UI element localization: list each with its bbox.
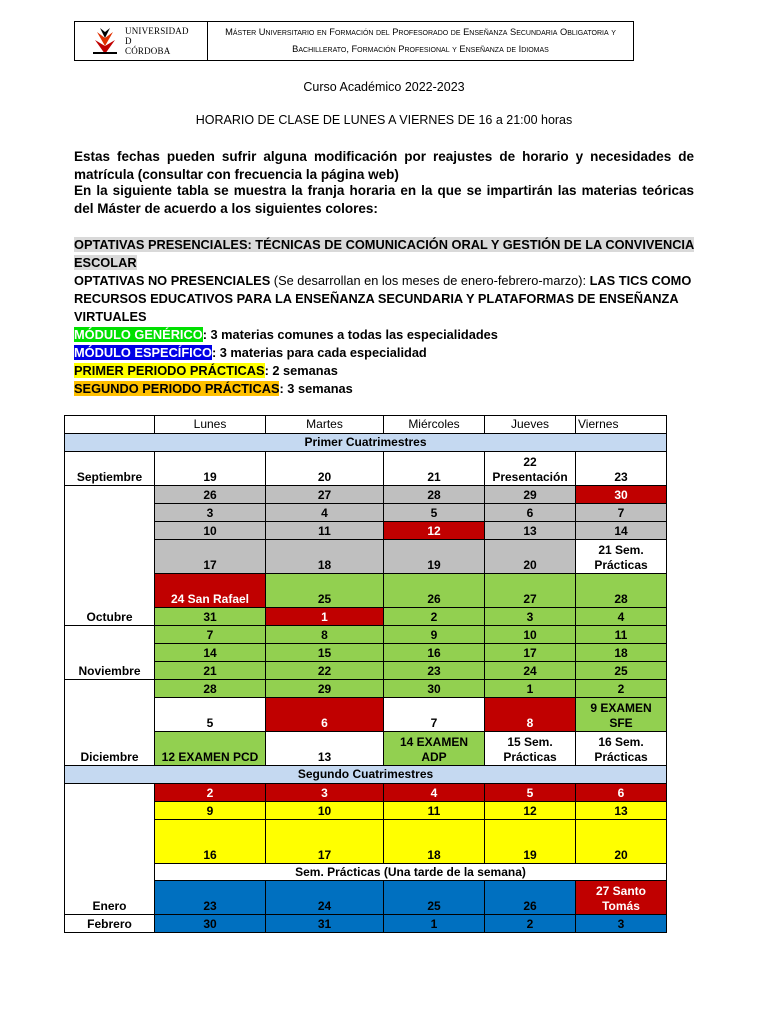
- day-cell: 11: [384, 802, 485, 820]
- table-row: [65, 540, 667, 574]
- day-cell: 30: [384, 680, 485, 698]
- day-cell: 13: [266, 732, 384, 766]
- day-cell: 30: [155, 915, 266, 933]
- day-cell: 4: [576, 608, 667, 626]
- table-row: [65, 915, 667, 933]
- table-row: [65, 784, 667, 802]
- day-cell: 24 San Rafael: [155, 574, 266, 608]
- table-row: [65, 680, 667, 698]
- day-cell: 24: [266, 881, 384, 915]
- table-row: [65, 452, 667, 486]
- table-row: [65, 864, 667, 881]
- table-row: [65, 802, 667, 820]
- day-cell: 8: [266, 626, 384, 644]
- day-cell: 9: [155, 802, 266, 820]
- day-cell: 23: [384, 662, 485, 680]
- master-title: Máster Universitario en Formación del Profesorado de Enseñanza Secundaria Obligatoria y Bachillerato, Formación Profesional y Enseñanza de Idiomas: [225, 27, 616, 54]
- day-cell: 6: [485, 504, 576, 522]
- month-label: Noviembre: [65, 626, 155, 680]
- day-cell: 29: [485, 486, 576, 504]
- month-label: Enero: [65, 784, 155, 915]
- semester-header: Segundo Cuatrimestres: [65, 766, 667, 784]
- day-cell: 7: [155, 626, 266, 644]
- day-cell: 19: [384, 540, 485, 574]
- day-cell: 29: [266, 680, 384, 698]
- day-cell: 25: [384, 881, 485, 915]
- table-row: [65, 504, 667, 522]
- day-cell: 27: [266, 486, 384, 504]
- legend-optativas-presenciales: OPTATIVAS PRESENCIALES: TÉCNICAS DE COMUNICACIÓN ORAL Y GESTIÓN DE LA CONVIVENCIA ESCOLAR: [74, 237, 695, 270]
- day-cell: 2: [384, 608, 485, 626]
- table-row: [65, 644, 667, 662]
- day-cell: 9 EXAMEN SFE: [576, 698, 667, 732]
- table-row: [65, 698, 667, 732]
- day-cell: 3: [576, 915, 667, 933]
- day-cell: 16: [384, 644, 485, 662]
- day-header: Martes: [266, 416, 384, 434]
- day-cell: 17: [485, 644, 576, 662]
- day-cell: 15 Sem. Prácticas: [485, 732, 576, 766]
- day-cell: 31: [266, 915, 384, 933]
- day-cell: 1: [266, 608, 384, 626]
- legend: [74, 236, 714, 398]
- day-cell: 9: [384, 626, 485, 644]
- month-label: Febrero: [65, 915, 155, 933]
- day-cell: 13: [576, 802, 667, 820]
- day-cell: 22 Presentación: [485, 452, 576, 486]
- day-cell: 6: [576, 784, 667, 802]
- day-cell: 17: [155, 540, 266, 574]
- intro-paragraph: En la siguiente tabla se muestra la franja horaria en la que se impartirán las materias teóricas del Máster de acuerdo a los siguientes colores:: [74, 183, 694, 216]
- day-cell: 19: [485, 820, 576, 864]
- day-cell: 28: [155, 680, 266, 698]
- day-cell: 27 Santo Tomás: [576, 881, 667, 915]
- schedule-table: [64, 415, 667, 933]
- document-header: [74, 21, 634, 61]
- table-row: [65, 522, 667, 540]
- day-cell: 3: [155, 504, 266, 522]
- day-cell: 28: [384, 486, 485, 504]
- day-cell: 18: [576, 644, 667, 662]
- day-cell: 1: [384, 915, 485, 933]
- day-header: Miércoles: [384, 416, 485, 434]
- table-header-row: [65, 416, 667, 434]
- day-cell: 26: [485, 881, 576, 915]
- day-cell: 7: [576, 504, 667, 522]
- day-cell: 4: [384, 784, 485, 802]
- day-cell: 6: [266, 698, 384, 732]
- day-cell: 20: [266, 452, 384, 486]
- day-cell: 5: [155, 698, 266, 732]
- day-cell: 13: [485, 522, 576, 540]
- table-row: [65, 820, 667, 864]
- legend-segundo-periodo: SEGUNDO PERIODO PRÁCTICAS: 3 semanas: [74, 381, 353, 396]
- sem-practicas-row: Sem. Prácticas (Una tarde de la semana): [155, 864, 667, 881]
- day-cell: 20: [485, 540, 576, 574]
- day-cell: 21: [384, 452, 485, 486]
- day-cell: 14: [155, 644, 266, 662]
- table-row: [65, 881, 667, 915]
- day-cell: 8: [485, 698, 576, 732]
- day-cell: 21 Sem. Prácticas: [576, 540, 667, 574]
- semester-header: Primer Cuatrimestres: [65, 434, 667, 452]
- day-cell: 24: [485, 662, 576, 680]
- day-header: Lunes: [155, 416, 266, 434]
- university-name: UNIVERSIDAD D CÓRDOBA: [125, 26, 189, 56]
- day-cell: 12: [485, 802, 576, 820]
- day-header: Jueves: [485, 416, 576, 434]
- day-cell: 10: [485, 626, 576, 644]
- legend-modulo-especifico: MÓDULO ESPECÍFICO: 3 materias para cada especialidad: [74, 345, 427, 360]
- day-cell: 16 Sem. Prácticas: [576, 732, 667, 766]
- day-cell: 5: [384, 504, 485, 522]
- day-cell: 23: [155, 881, 266, 915]
- day-cell: 14: [576, 522, 667, 540]
- day-cell: 2: [155, 784, 266, 802]
- day-cell: 2: [485, 915, 576, 933]
- day-cell: 16: [155, 820, 266, 864]
- day-cell: 11: [576, 626, 667, 644]
- day-cell: 30: [576, 486, 667, 504]
- university-logo: [75, 22, 208, 60]
- day-cell: 2: [576, 680, 667, 698]
- day-cell: 26: [384, 574, 485, 608]
- table-row: [65, 662, 667, 680]
- day-cell: 20: [576, 820, 667, 864]
- day-cell: 4: [266, 504, 384, 522]
- table-row: [65, 608, 667, 626]
- day-header: Viernes: [576, 416, 667, 434]
- day-cell: 12 EXAMEN PCD: [155, 732, 266, 766]
- day-cell: 27: [485, 574, 576, 608]
- day-cell: 7: [384, 698, 485, 732]
- day-cell: 25: [576, 662, 667, 680]
- legend-optativas-no-presenciales: OPTATIVAS NO PRESENCIALES (Se desarrollan en los meses de enero-febrero-marzo): LAS TICS COMO RECURSOS EDUCATIVOS PARA LA ENSEÑANZA SECUNDARIA Y PLATAFORMAS DE ENSEÑANZA VIRTUALES: [74, 273, 692, 324]
- legend-modulo-generico: MÓDULO GENÉRICO: 3 materias comunes a todas las especialidades: [74, 327, 498, 342]
- table-row: [65, 626, 667, 644]
- day-cell: 25: [266, 574, 384, 608]
- day-cell: 15: [266, 644, 384, 662]
- day-cell: 3: [266, 784, 384, 802]
- day-cell: 21: [155, 662, 266, 680]
- table-row: [65, 486, 667, 504]
- day-cell: 1: [485, 680, 576, 698]
- table-row: [65, 574, 667, 608]
- course-year: Curso Académico 2022-2023: [303, 80, 465, 94]
- notice-paragraph: Estas fechas pueden sufrir alguna modificación por reajustes de horario y necesidades de matrícula (consultar con frecuencia la página web): [74, 149, 694, 182]
- day-cell: 18: [266, 540, 384, 574]
- day-cell: 31: [155, 608, 266, 626]
- day-cell: 3: [485, 608, 576, 626]
- day-cell: 28: [576, 574, 667, 608]
- day-cell: 23: [576, 452, 667, 486]
- day-cell: 26: [155, 486, 266, 504]
- day-cell: 14 EXAMEN ADP: [384, 732, 485, 766]
- university-emblem-icon: [91, 26, 119, 56]
- day-cell: 18: [384, 820, 485, 864]
- month-label: Octubre: [65, 486, 155, 626]
- day-cell: 10: [155, 522, 266, 540]
- day-cell: 17: [266, 820, 384, 864]
- day-cell: 10: [266, 802, 384, 820]
- day-cell: 22: [266, 662, 384, 680]
- day-cell: 5: [485, 784, 576, 802]
- day-cell: 19: [155, 452, 266, 486]
- day-cell: 11: [266, 522, 384, 540]
- month-label: Diciembre: [65, 680, 155, 766]
- day-cell: 12: [384, 522, 485, 540]
- month-label: Septiembre: [65, 452, 155, 486]
- table-row: [65, 732, 667, 766]
- corner-cell: [65, 416, 155, 434]
- schedule-title: HORARIO DE CLASE DE LUNES A VIERNES DE 16 a 21:00 horas: [195, 113, 573, 127]
- legend-primer-periodo: PRIMER PERIODO PRÁCTICAS: 2 semanas: [74, 363, 338, 378]
